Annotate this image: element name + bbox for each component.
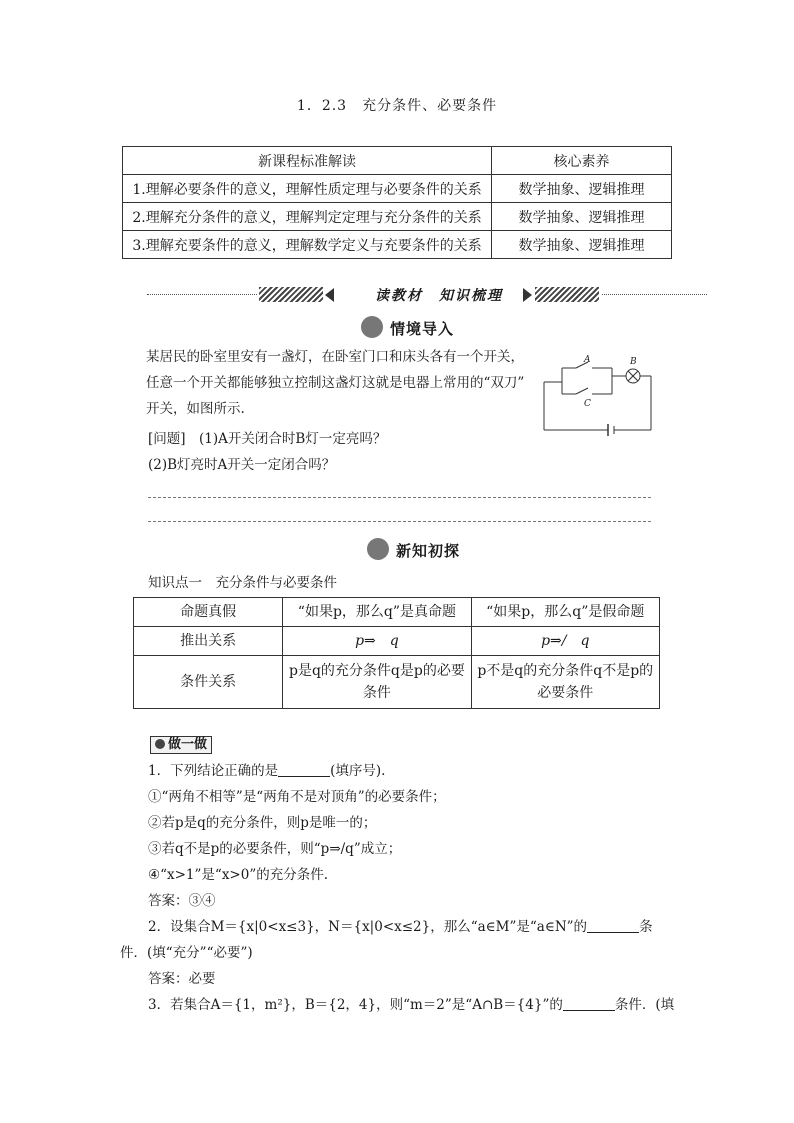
table-cell: 条件关系 (134, 656, 283, 709)
circuit-diagram (540, 354, 680, 438)
table-header: “如果p，那么q”是真命题 (283, 598, 471, 627)
question-text: 2．设集合M＝{x|0<x≤3}，N＝{x|0<x≤2}，那么“a∈M”是“a∈N”的 (148, 919, 588, 935)
table-row (134, 598, 660, 627)
table-row (123, 175, 672, 203)
exercise-badge (150, 736, 212, 754)
table-row (123, 147, 672, 175)
explore-icon (367, 538, 389, 560)
section-banner (147, 285, 707, 305)
standards-table (122, 146, 672, 259)
circuit-label-a: A (584, 355, 591, 365)
situation-text (146, 344, 546, 422)
question-line (148, 758, 688, 784)
table-cell: 推出关系 (134, 627, 283, 656)
table-cell: p是q的充分条件q是p的必要条件 (283, 656, 471, 709)
banner-stripe (259, 287, 323, 302)
table-row (123, 203, 672, 231)
condition-table (133, 597, 660, 709)
table-cell: 3.理解充要条件的意义，理解数学定义与充要条件的关系 (123, 231, 492, 259)
circuit-label-b: B (630, 357, 637, 367)
answer-line (148, 521, 651, 522)
option-item: ②若p是q的充分条件，则p是唯一的； (148, 815, 377, 831)
table-header: 命题真假 (134, 598, 283, 627)
text-line: 某居民的卧室里安有一盏灯，在卧室门口和床头各有一个开关， (146, 349, 524, 365)
question-continuation: 件．(填“充分”“必要”) (120, 945, 253, 961)
scene-icon (361, 316, 383, 338)
table-row (134, 627, 660, 656)
option-item: ①“两角不相等”是“两角不是对顶角”的必要条件； (148, 789, 446, 805)
table-header: 新课程标准解读 (123, 147, 492, 175)
table-row (123, 231, 672, 259)
question-tail: 条 (639, 919, 653, 935)
table-cell: p不是q的充分条件q不是p的必要条件 (471, 656, 659, 709)
answer-blank (278, 762, 330, 777)
table-cell: 数学抽象、逻辑推理 (492, 203, 672, 231)
answer-blank (587, 918, 639, 933)
question-2: (2)B灯亮时A开关一定闭合吗？ (148, 457, 336, 473)
exercise-block (120, 758, 688, 1018)
answer-line (148, 497, 651, 498)
answer-text: 答案：必要 (148, 971, 216, 987)
banner-stripe (535, 287, 599, 302)
question-text: 3．若集合A＝{1，m²}，B＝{2，4}，则“m＝2”是“A∩B＝{4}”的 (148, 997, 563, 1013)
table-header: “如果p，那么q”是假命题 (471, 598, 659, 627)
option-item: ④“x>1”是“x>0”的充分条件. (148, 867, 329, 883)
question-text: 1．下列结论正确的是 (148, 763, 279, 779)
page-title: 1．2.3 充分条件、必要条件 (296, 98, 498, 114)
table-cell: 1.理解必要条件的意义，理解性质定理与必要条件的关系 (123, 175, 492, 203)
question-1: [问题] (1)A开关闭合时B灯一定亮吗？ (148, 431, 387, 447)
question-line (148, 914, 688, 940)
table-cell: p⇒ q (283, 627, 471, 656)
table-cell: 数学抽象、逻辑推理 (492, 175, 672, 203)
option-item: ③若q不是p的必要条件，则“p⇒/q”成立； (148, 841, 402, 857)
question-line (148, 992, 688, 1018)
question-tail: (填序号). (330, 763, 386, 779)
circuit-label-c: C (584, 399, 591, 409)
text-line: 任意一个开关都能够独立控制这盏灯这就是电器上常用的“双刀” (146, 375, 525, 391)
situation-heading: 情境导入 (390, 320, 455, 338)
banner-divider (147, 294, 257, 295)
arrow-left-icon (325, 288, 334, 302)
table-cell: 2.理解充分条件的意义，理解判定定理与充分条件的关系 (123, 203, 492, 231)
heart-icon (155, 739, 165, 749)
arrow-right-icon (523, 288, 532, 302)
banner-divider (602, 294, 707, 295)
table-cell: p⇒/ q (471, 627, 659, 656)
banner-label: 读教材 知识梳理 (375, 288, 503, 304)
question-tail: 条件．(填 (614, 997, 675, 1013)
table-cell: 数学抽象、逻辑推理 (492, 231, 672, 259)
new-knowledge-heading: 新知初探 (396, 542, 461, 560)
text-line: 开关，如图所示. (146, 401, 245, 417)
answer-blank (563, 996, 615, 1011)
table-row (134, 656, 660, 709)
knowledge-point-title: 知识点一 充分条件与必要条件 (148, 575, 337, 591)
table-header: 核心素养 (492, 147, 672, 175)
badge-label: 做一做 (167, 737, 207, 752)
answer-text: 答案：③④ (148, 893, 216, 909)
